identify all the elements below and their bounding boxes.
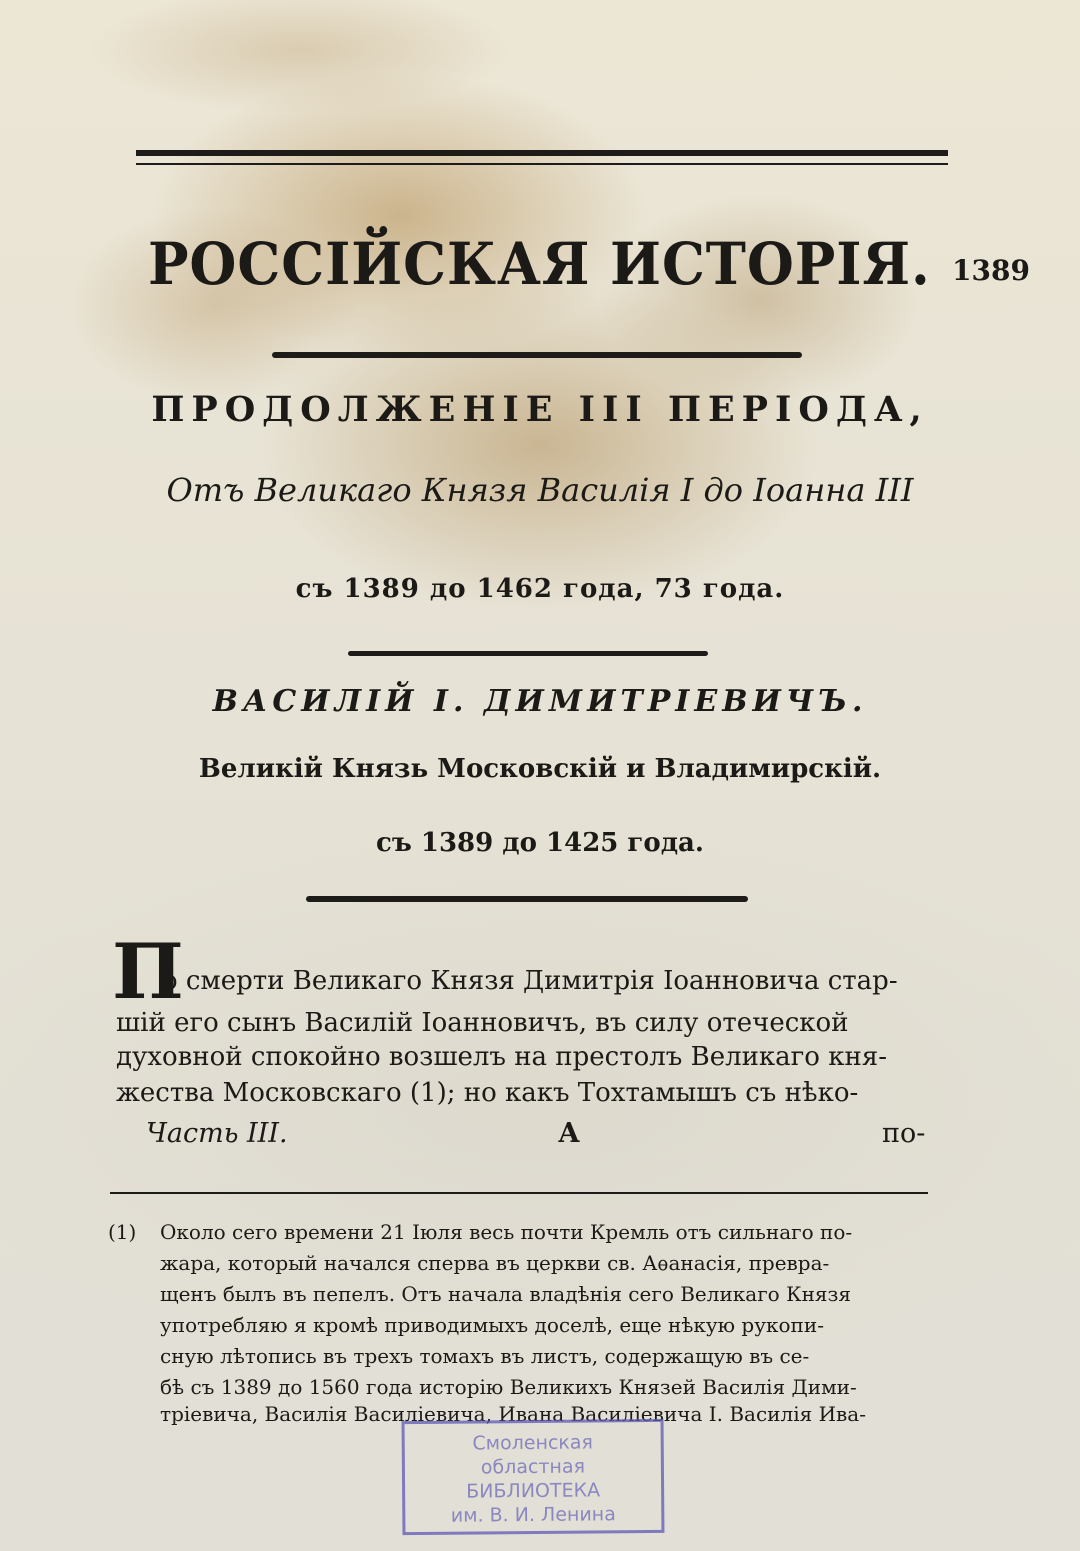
stamp-line: областная xyxy=(480,1455,586,1479)
reign-range: Отъ Великаго Князя Василія I до Іоанна III xyxy=(166,471,914,509)
footnote-line: щенъ былъ въ пепелъ. Отъ начала владѣнія сего Великаго Князя xyxy=(160,1282,852,1306)
footnote-line: Около сего времени 21 Іюля весь почти Кремль отъ сильнаго по- xyxy=(160,1220,853,1244)
footnote-line: бѣ съ 1389 до 1560 года исторію Великихъ Князей Василія Дими- xyxy=(160,1375,857,1399)
period-rule xyxy=(348,651,708,656)
page-number: 1389 xyxy=(952,254,1030,287)
footnote-line: тріевича, Василія Василіевича, Ивана Василіевича I. Василія Ива- xyxy=(160,1402,866,1426)
part-label: Часть III. xyxy=(146,1118,288,1149)
ruler-years: съ 1389 до 1425 года. xyxy=(376,828,704,858)
catchword: по- xyxy=(882,1118,926,1149)
stamp-line: Смоленская xyxy=(472,1431,594,1455)
body-line: духовной спокойно возшелъ на престолъ Великаго кня- xyxy=(116,1042,887,1072)
section-subtitle: ПРОДОЛЖЕНІЕ III ПЕРІОДА, xyxy=(151,389,929,430)
period-years: съ 1389 до 1462 года, 73 года. xyxy=(295,574,785,604)
signature-mark: А xyxy=(558,1118,580,1149)
footnote-line: употребляю я кромѣ приводимыхъ доселѣ, еще нѣкую рукопи- xyxy=(160,1313,824,1337)
body-line: жества Московскаго (1); но какъ Тохтамышъ съ нѣко- xyxy=(116,1078,859,1108)
ruler-name: ВАСИЛІЙ I. ДИМИТРІЕВИЧЪ. xyxy=(212,684,868,719)
top-rule-thin xyxy=(136,163,948,165)
footnote-rule xyxy=(110,1192,928,1194)
drop-cap: П xyxy=(112,927,184,1016)
footnote-line: жара, который начался сперва въ церкви св. Аѳанасія, превра- xyxy=(160,1251,830,1275)
stamp-line: им. В. И. Ленина xyxy=(450,1503,616,1527)
top-rule-thick xyxy=(136,150,948,156)
footnote-marker: (1) xyxy=(108,1220,137,1244)
body-line: шій его сынъ Василій Іоанновичъ, въ силу отеческой xyxy=(116,1008,849,1038)
body-line: о смерти Великаго Князя Димитрія Іоанновича стар- xyxy=(162,966,898,996)
footnote-line: сную лѣтопись въ трехъ томахъ въ листъ, содержащую въ се- xyxy=(160,1344,810,1368)
ruler-rule xyxy=(306,896,748,902)
title-rule xyxy=(272,352,802,358)
page-title: РОССІЙСКАЯ ИСТОРІЯ. xyxy=(147,230,931,298)
library-stamp xyxy=(402,1419,665,1535)
ruler-title: Великій Князь Московскій и Владимирскій. xyxy=(198,754,882,784)
stamp-line: БИБЛИОТЕКА xyxy=(466,1479,601,1503)
